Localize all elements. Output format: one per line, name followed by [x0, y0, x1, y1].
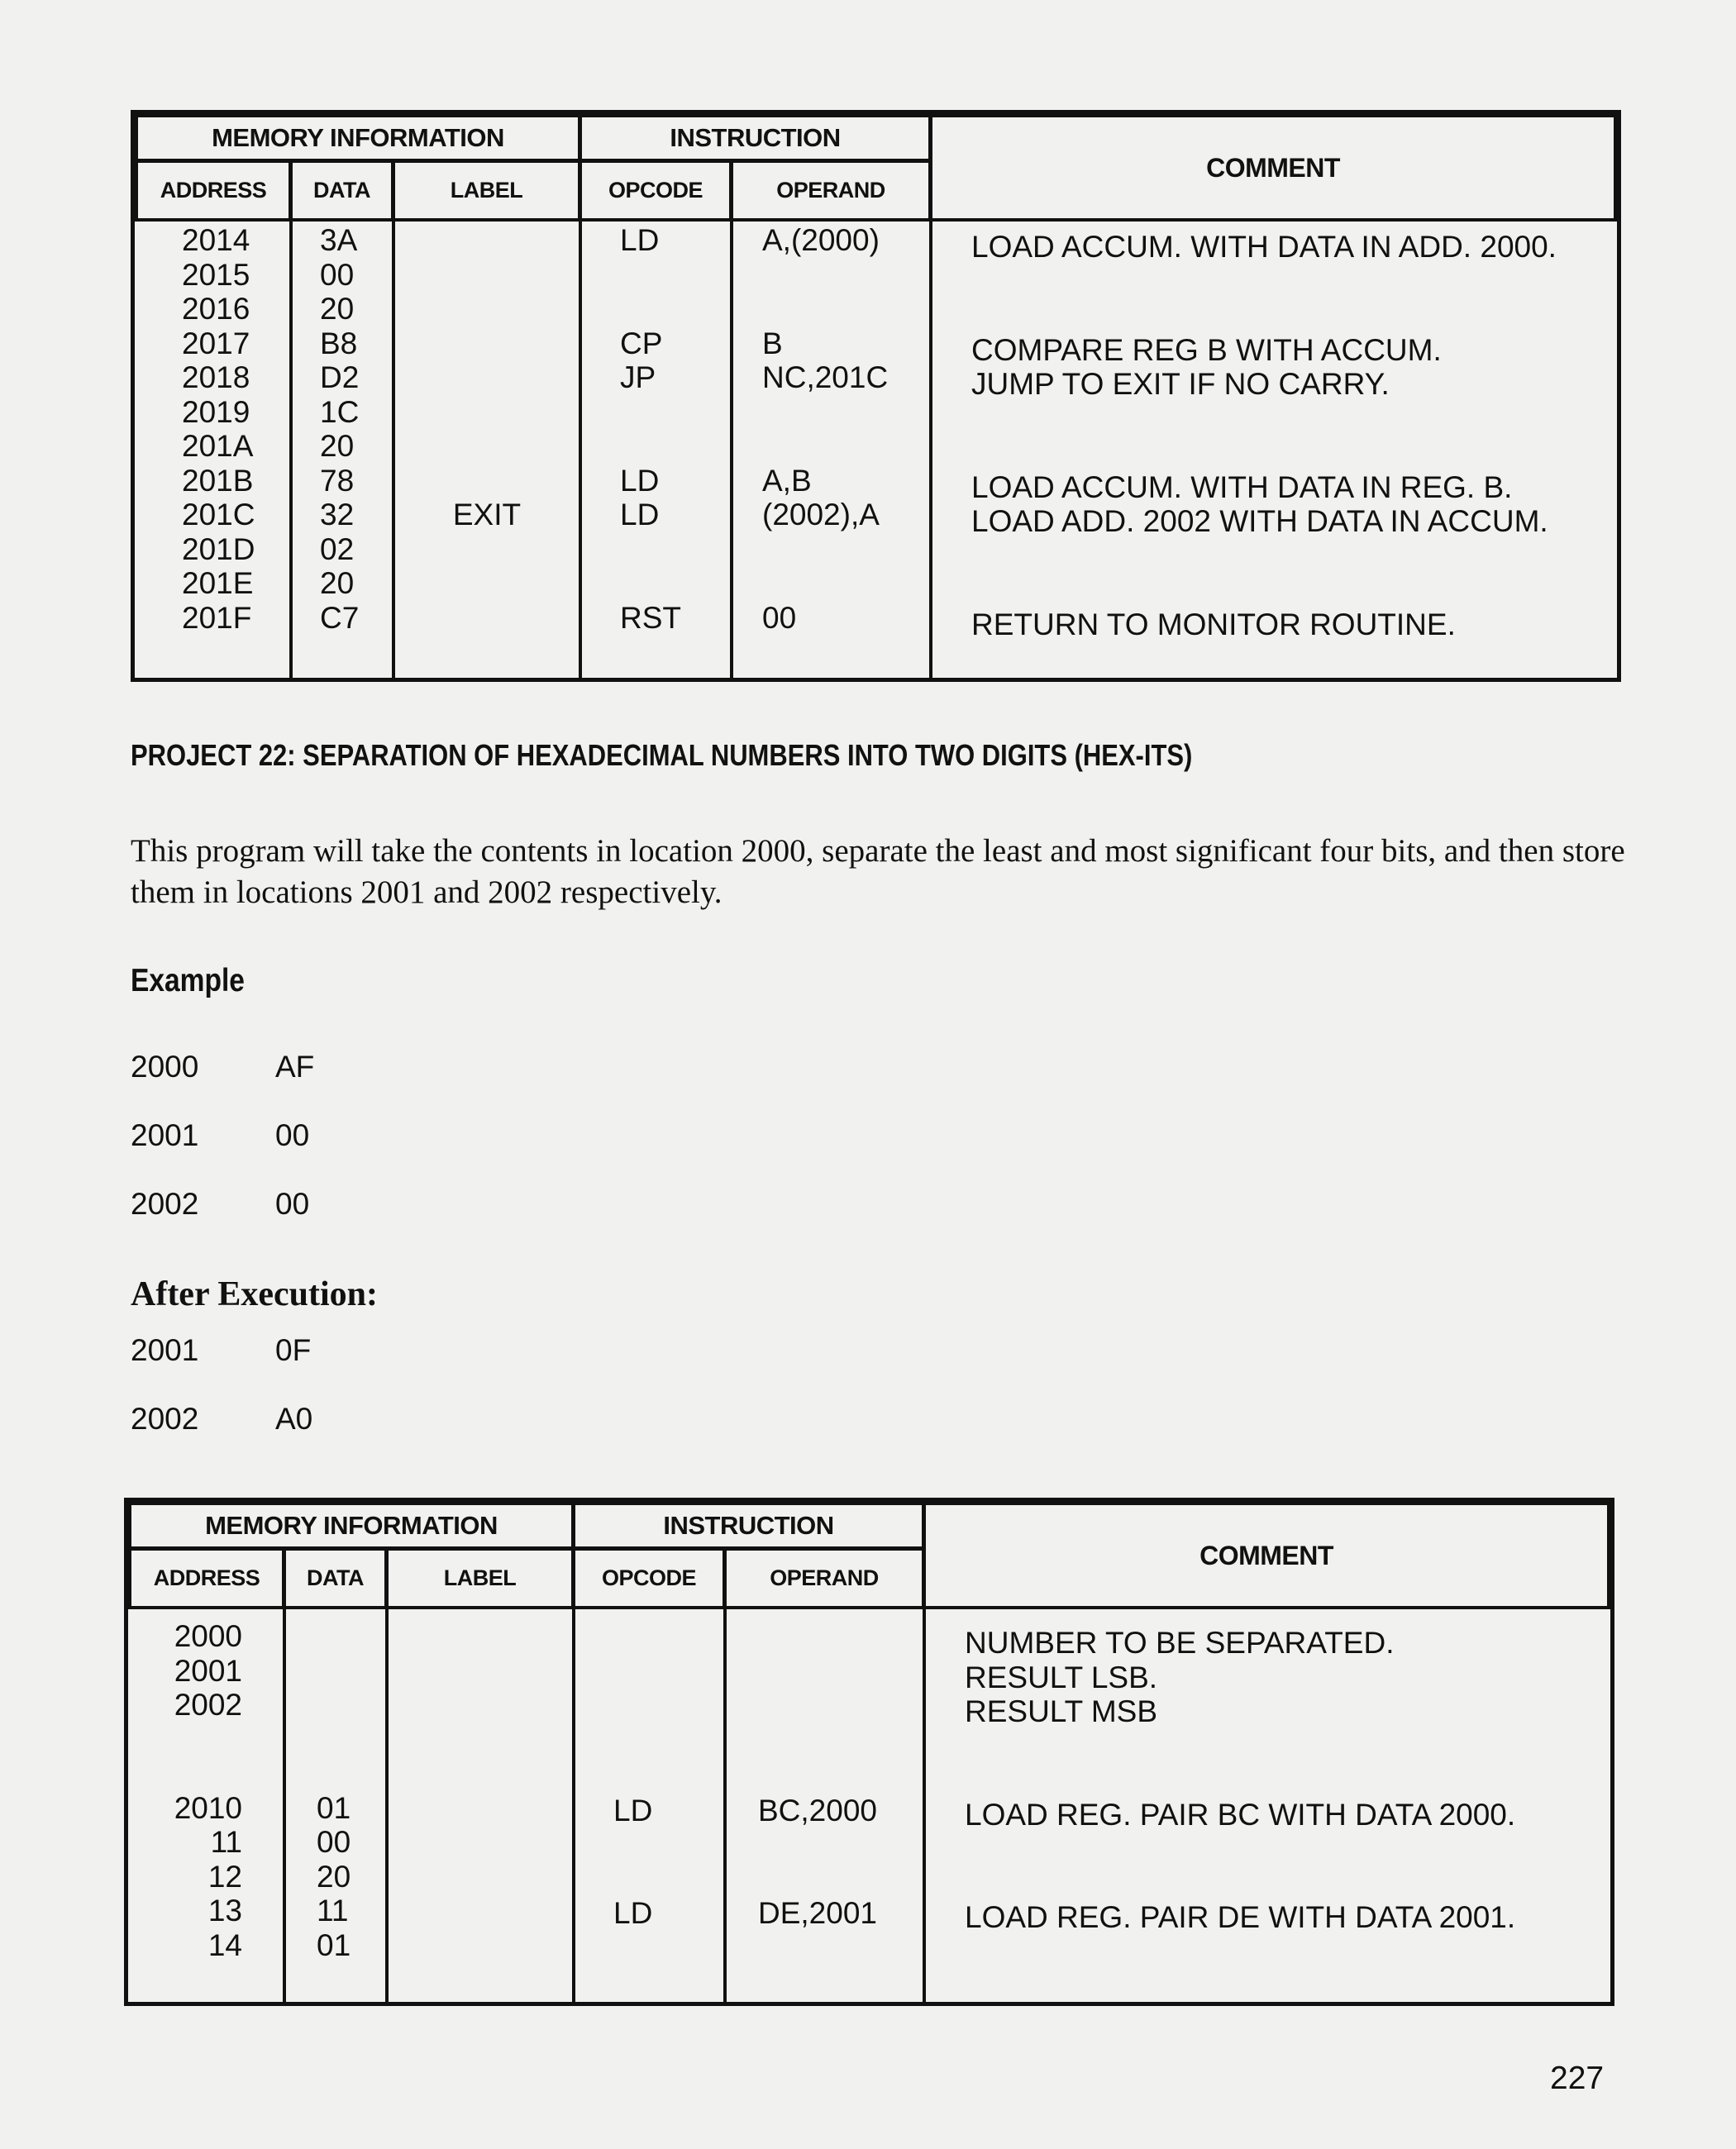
example-row	[131, 1118, 309, 1153]
column-divider	[923, 1608, 926, 2002]
header-opcode: OPCODE	[579, 160, 732, 222]
header-instruction: INSTRUCTION	[572, 1502, 925, 1550]
page-number: 227	[1550, 2061, 1605, 2096]
after-execution-label: After Execution:	[131, 1275, 378, 1313]
result-row	[131, 1333, 311, 1368]
column-divider	[289, 220, 293, 678]
opcode-column: LD LD	[613, 1793, 653, 1930]
column-divider	[283, 1608, 286, 2002]
memory-address: 2002	[131, 1402, 199, 1436]
column-divider	[385, 1608, 389, 2002]
description-paragraph: This program will take the contents in location 2000, separate the least and most significant four bits, and then store them in locations 2001 and 2002 respectively.	[131, 833, 1625, 910]
header-memory-information: MEMORY INFORMATION	[128, 1502, 575, 1550]
column-divider	[723, 1608, 727, 2002]
operand-column: BC,2000 DE,2001	[758, 1793, 877, 1930]
memory-address: 2002	[131, 1187, 199, 1221]
memory-value: A0	[275, 1402, 313, 1436]
memory-address: 2001	[131, 1333, 199, 1367]
comment-column: NUMBER TO BE SEPARATED. RESULT LSB. RESULT MSB LOAD REG. PAIR BC WITH DATA 2000. LOAD REG. PAIR DE WITH DATA 2001.	[965, 1626, 1516, 1934]
opcode-column: LD CP JP LD LD RST	[620, 223, 681, 635]
comment-column: LOAD ACCUM. WITH DATA IN ADD. 2000. COMPARE REG B WITH ACCUM. JUMP TO EXIT IF NO CARRY. LOAD ACCUM. WITH DATA IN REG. B. LOAD ADD. 2002 WITH DATA IN ACCUM. RETURN TO MONITOR ROUTINE.	[971, 230, 1557, 641]
header-label: LABEL	[392, 160, 581, 222]
memory-value: 00	[275, 1187, 310, 1221]
address-column: 2014 2015 2016 2017 2018 2019 201A 201B 201C 201D 201E 201F	[182, 223, 255, 635]
memory-value: 00	[275, 1118, 310, 1152]
example-label: Example	[131, 963, 245, 998]
memory-value: 0F	[275, 1333, 312, 1367]
data-column: 3A 00 20 B8 D2 1C 20 78 32 02 20 C7	[320, 223, 360, 635]
header-operand: OPERAND	[723, 1547, 925, 1609]
header-data: DATA	[289, 160, 394, 222]
header-operand: OPERAND	[730, 160, 932, 222]
program-table-2	[124, 1498, 1614, 2006]
header-comment: COMMENT	[923, 1502, 1610, 1609]
memory-address: 2000	[131, 1050, 199, 1084]
operand-column: A,(2000) B NC,201C A,B (2002),A 00	[762, 223, 889, 635]
example-row	[131, 1050, 314, 1084]
column-divider	[579, 220, 582, 678]
header-comment: COMMENT	[929, 114, 1617, 222]
header-instruction: INSTRUCTION	[579, 114, 932, 162]
column-divider	[929, 220, 932, 678]
memory-address: 2001	[131, 1118, 199, 1152]
header-address: ADDRESS	[135, 160, 292, 222]
result-row	[131, 1402, 312, 1437]
header-memory-information: MEMORY INFORMATION	[135, 114, 581, 162]
header-address: ADDRESS	[128, 1547, 285, 1609]
header-label: LABEL	[385, 1547, 575, 1609]
program-table-1	[131, 110, 1621, 682]
label-column: EXIT	[452, 498, 522, 531]
project-heading: PROJECT 22: SEPARATION OF HEXADECIMAL NUMBERS INTO TWO DIGITS (HEX-ITS)	[131, 738, 1193, 772]
data-column: 01 00 20 11 01	[317, 1790, 351, 1962]
column-divider	[572, 1608, 575, 2002]
example-row	[131, 1187, 309, 1222]
address-column: 2000 2001 2002 2010 11 12 13 14	[174, 1619, 242, 1962]
header-data: DATA	[283, 1547, 388, 1609]
header-opcode: OPCODE	[572, 1547, 726, 1609]
memory-value: AF	[275, 1050, 315, 1084]
column-divider	[730, 220, 733, 678]
